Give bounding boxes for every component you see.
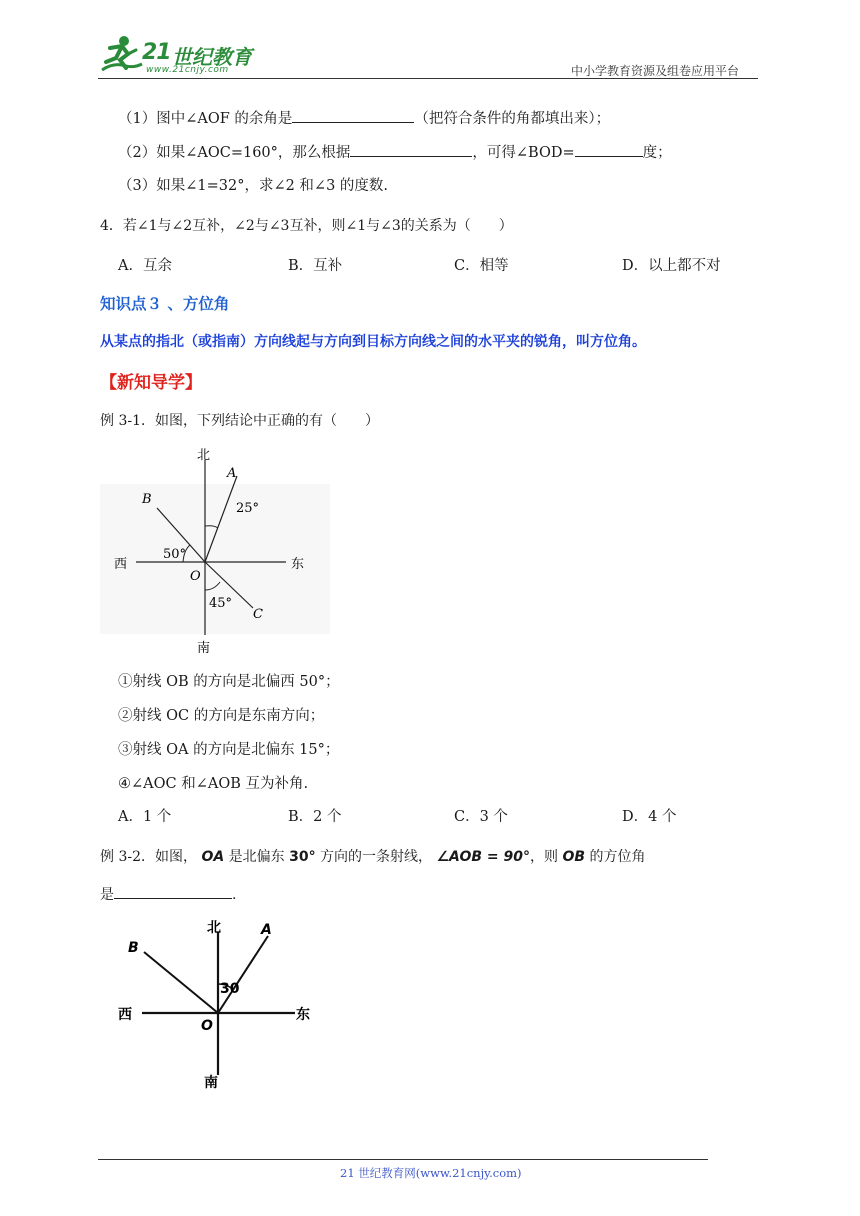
footer-text: 21 世纪教育网(www.21cnjy.com) [340, 1166, 522, 1180]
ex31-statement-2: ②射线 OC 的方向是东南方向； [118, 708, 325, 724]
platform-title: 中小学教育资源及组卷应用平台 [571, 64, 740, 78]
q3-part2: （2）如果∠AOC=160°，那么根据 ，可得∠BOD= 度； [118, 141, 672, 162]
logo-runner-icon [96, 34, 144, 76]
logo-number: 21 [142, 40, 171, 65]
label-south: 南 [197, 641, 211, 655]
logo-text: 世纪教育 [172, 45, 252, 69]
header-rule [98, 78, 758, 79]
answer-blank[interactable] [575, 142, 643, 157]
ex31-option-a: A．1 个 [118, 809, 172, 825]
q4-option-c: C．相等 [454, 258, 509, 274]
q4-stem: 4．若∠1与∠2互补，∠2与∠3互补，则∠1与∠3的关系为（ ） [100, 218, 513, 234]
math-ob: OB [562, 849, 586, 865]
new-learning-heading: 【新知导学】 [100, 373, 202, 393]
label-north: 北 [207, 920, 221, 936]
label-b: B [142, 492, 152, 507]
label-angle-45: 45° [209, 596, 233, 611]
ex31-option-b: B．2 个 [288, 809, 342, 825]
ex31-statement-1: ①射线 OB 的方向是北偏西 50°； [118, 674, 340, 690]
math-angle-aob: ∠AOB = 90° [436, 849, 530, 865]
label-east: 东 [296, 1007, 310, 1023]
ex31-statement-4: ④∠AOC 和∠AOB 互为补角. [118, 776, 309, 792]
ex31-compass-figure [100, 440, 340, 655]
knowledge-point-title: 知识点３ 、方位角 [100, 295, 230, 313]
label-west: 西 [114, 557, 128, 572]
label-o: O [201, 1018, 213, 1034]
header [0, 0, 860, 80]
q3-part3: （3）如果∠1=32°，求∠2 和∠3 的度数. [118, 178, 389, 194]
ex31-statement-3: ③射线 OA 的方向是北偏东 15°； [118, 742, 340, 758]
footer-rule [98, 1159, 708, 1160]
ex32-stem: 例 3-2．如图， OA 是北偏东 30° 方向的一条射线， ∠AOB = 90°，则 OB 的方位角 [100, 849, 646, 865]
label-east: 东 [291, 557, 305, 572]
label-o: O [190, 569, 201, 584]
ex31-stem: 例 3-1．如图，下列结论中正确的有（ ） [100, 413, 379, 429]
q4-option-a: A．互余 [118, 258, 172, 274]
ex31-option-d: D．4 个 [622, 809, 677, 825]
label-angle-25: 25° [236, 501, 260, 516]
math-30deg: 30° [289, 849, 316, 865]
ex32-compass-figure [110, 912, 330, 1092]
answer-blank[interactable] [350, 142, 472, 157]
knowledge-definition: 从某点的指北（或指南）方向线起与方向到目标方向线之间的水平夹的锐角，叫方位角。 [100, 334, 646, 350]
answer-blank[interactable] [292, 108, 414, 123]
ex32-line2: 是 . [100, 884, 236, 904]
answer-blank[interactable] [114, 884, 232, 899]
label-south: 南 [204, 1075, 218, 1091]
label-a: A [227, 466, 237, 481]
label-c: C [253, 607, 263, 622]
q4-option-d: D．以上都不对 [622, 258, 721, 274]
math-oa: OA [201, 849, 225, 865]
ray-ob [144, 952, 218, 1013]
ray-oa [218, 936, 268, 1013]
q3-part1: （1）图中∠AOF 的余角是 （把符合条件的角都填出来）； [118, 107, 610, 128]
label-west: 西 [118, 1007, 132, 1023]
label-b: B [128, 940, 139, 956]
label-angle-30: 30 [220, 981, 240, 997]
ex31-option-c: C．3 个 [454, 809, 508, 825]
q4-option-b: B．互补 [288, 258, 343, 274]
logo-url: www.21cnjy.com [146, 65, 229, 75]
label-a: A [261, 922, 272, 938]
label-north: 北 [197, 448, 211, 463]
label-angle-50: 50° [163, 547, 187, 562]
